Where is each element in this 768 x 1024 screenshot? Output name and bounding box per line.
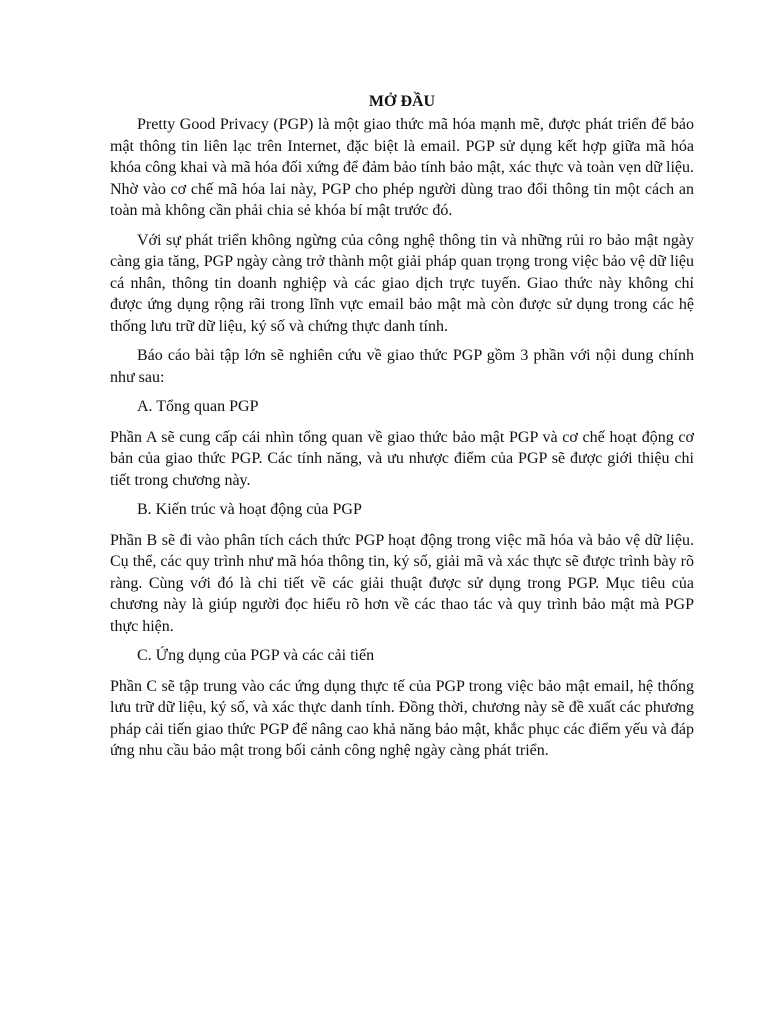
page-title: MỞ ĐẦU (368, 93, 436, 110)
section-paragraph-a: Phần A sẽ cung cấp cái nhìn tổng quan về giao thức bảo mật PGP và cơ chế hoạt động cơ bản của giao thức PGP. Các tính năng, và ưu nhược điểm của PGP sẽ được giới thiệu chi tiết trong chương này. (110, 428, 694, 489)
section-heading-c: C. Ứng dụng của PGP và các cải tiến (137, 647, 375, 664)
section-paragraph-b: Phần B sẽ đi vào phân tích cách thức PGP hoạt động trong việc mã hóa và bảo vệ dữ liệu. Cụ thể, các quy trình như mã hóa thông tin, ký số, giải mã và xác thực sẽ được trình bày rõ ràng. Cùng với đó là chi tiết về các giải thuật được sử dụng trong PGP. Mục tiêu của chương này là giúp người đọc hiểu rõ hơn về các thao tác và quy trình bảo mật mà PGP thực hiện. (110, 531, 694, 635)
section-paragraph-c: Phần C sẽ tập trung vào các ứng dụng thực tế của PGP trong việc bảo mật email, hệ thống lưu trữ dữ liệu, ký số, và xác thực danh tính. Đồng thời, chương này sẽ đề xuất các phương pháp cải tiến giao thức PGP để nâng cao khả năng bảo mật, khắc phục các điểm yếu và đáp ứng nhu cầu bảo mật trong bối cảnh công nghệ ngày càng phát triển. (110, 677, 694, 759)
intro-paragraph-1: Pretty Good Privacy (PGP) là một giao thức mã hóa mạnh mẽ, được phát triển để bảo mật thông tin liên lạc trên Internet, đặc biệt là email. PGP sử dụng kết hợp giữa mã hóa khóa công khai và mã hóa đối xứng để đảm bảo tính bảo mật, xác thực và toàn vẹn dữ liệu. Nhờ vào cơ chế mã hóa lai này, PGP cho phép người dùng trao đổi thông tin một cách an toàn mà không cần phải chia sẻ khóa bí mật trước đó. (110, 116, 694, 219)
section-heading-b: B. Kiến trúc và hoạt động của PGP (137, 501, 362, 518)
section-heading-a: A. Tổng quan PGP (137, 398, 259, 415)
intro-paragraph-3: Báo cáo bài tập lớn sẽ nghiên cứu về giao thức PGP gồm 3 phần với nội dung chính như sau: (110, 347, 694, 386)
intro-paragraph-2: Với sự phát triển không ngừng của công nghệ thông tin và những rủi ro bảo mật ngày càng gia tăng, PGP ngày càng trở thành một giải pháp quan trọng trong việc bảo vệ dữ liệu cá nhân, thông tin doanh nghiệp và các giao dịch trực tuyến. Giao thức này không chỉ được ứng dụng rộng rãi trong lĩnh vực email bảo mật mà còn được sử dụng trong các hệ thống lưu trữ dữ liệu, ký số và chứng thực danh tính. (110, 231, 694, 335)
